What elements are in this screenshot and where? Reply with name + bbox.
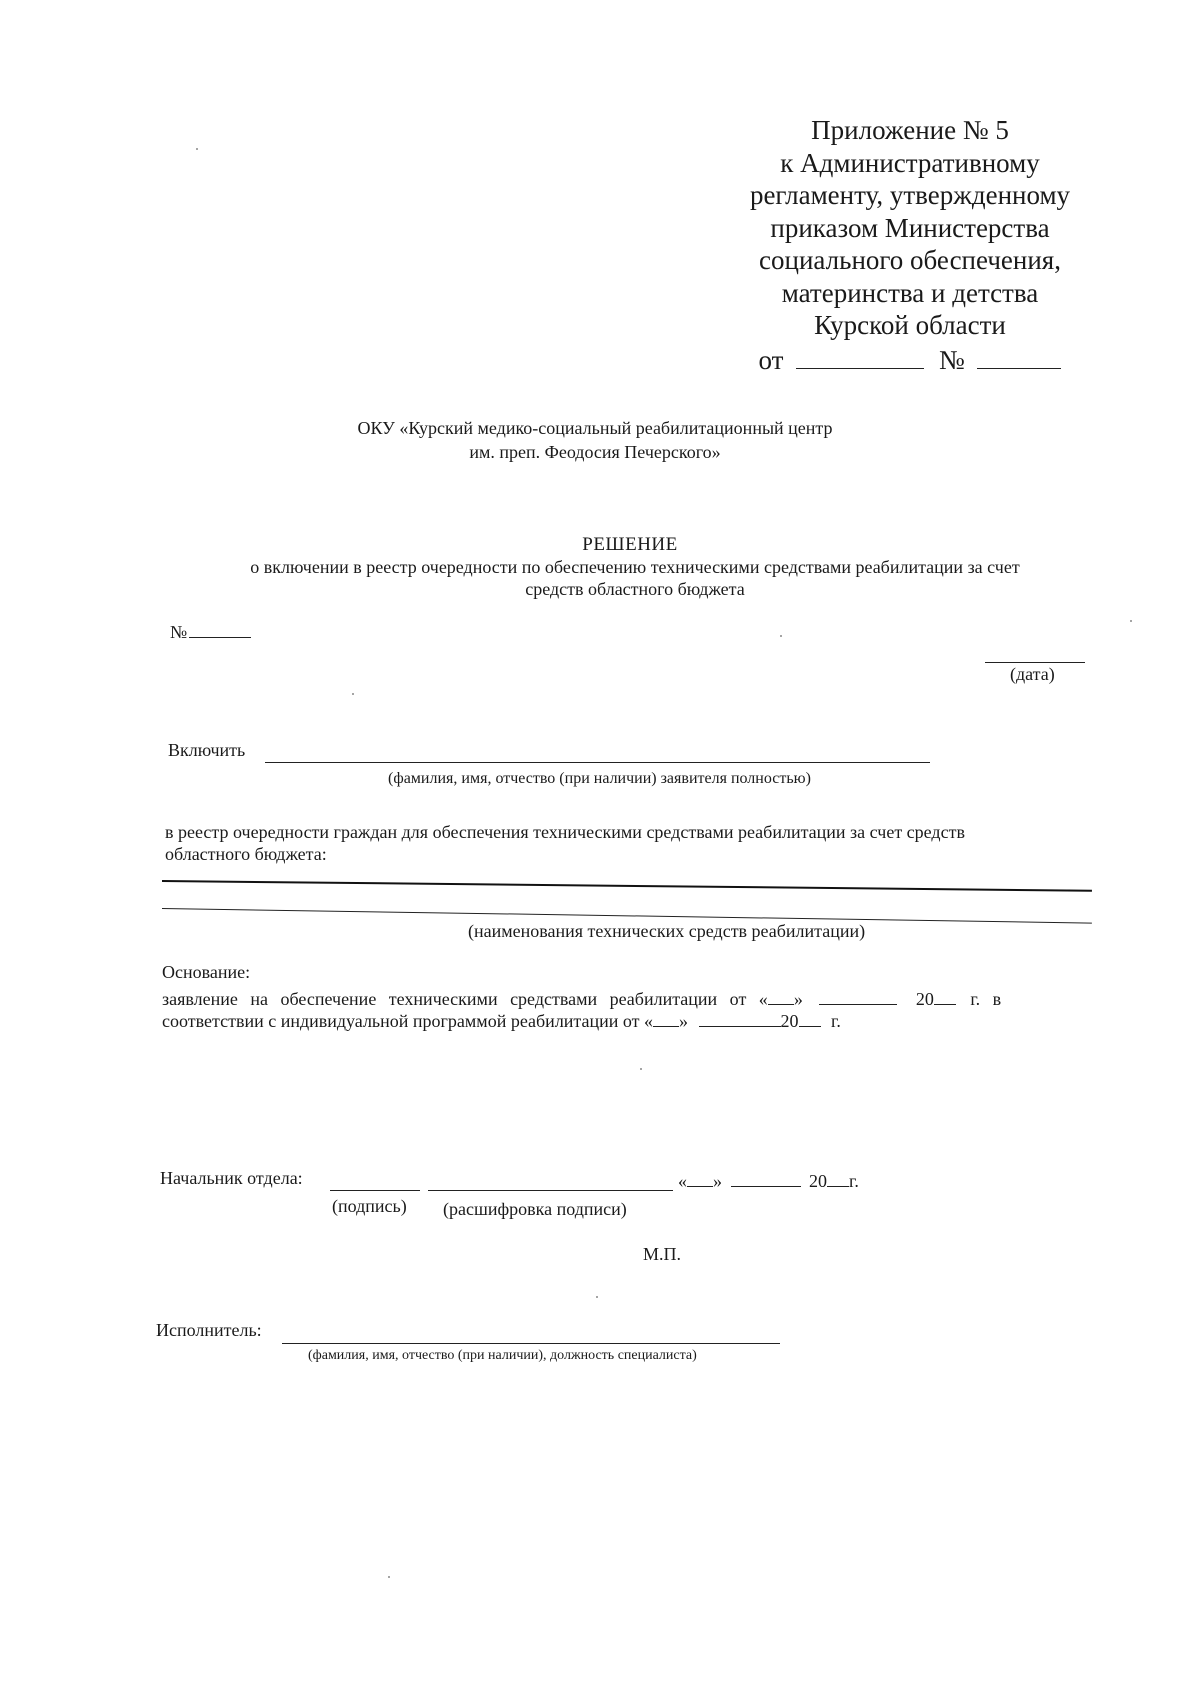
basis-month-blank[interactable] — [699, 1010, 781, 1027]
appendix-line: Курской области — [814, 310, 1006, 340]
executor-label: Исполнитель: — [156, 1320, 262, 1340]
basis-month-blank[interactable] — [819, 988, 897, 1005]
scan-speck — [352, 693, 354, 695]
organization-line: ОКУ «Курский медико-социальный реабилитационный центр — [357, 418, 833, 438]
registry-line: в реестр очередности граждан для обеспечения техническими средствами реабилитации за счет средств — [165, 822, 965, 842]
organization-name — [270, 416, 920, 464]
scan-speck — [596, 1296, 598, 1298]
scan-speck — [780, 635, 782, 637]
basis-line-1 — [162, 988, 1001, 1010]
registry-line: областного бюджета: — [165, 844, 327, 864]
include-name-line[interactable] — [265, 762, 930, 763]
decision-subtitle: средств областного бюджета — [525, 579, 745, 599]
date-caption: (дата) — [1010, 664, 1055, 684]
head-year-end: г. — [849, 1171, 859, 1191]
basis-day-blank[interactable] — [768, 988, 794, 1005]
scan-speck — [640, 1068, 642, 1070]
basis-year: 20 — [915, 989, 934, 1009]
appendix-line: социального обеспечения, — [759, 245, 1061, 275]
doc-number-label: № — [170, 622, 188, 642]
decision-subtitle: о включении в реестр очередности по обеспечению техническими средствами реабилитации за счет — [250, 557, 1020, 577]
head-label: Начальник отдела: — [160, 1168, 303, 1188]
head-signature-line[interactable] — [330, 1190, 420, 1191]
signature-caption: (подпись) — [332, 1196, 407, 1216]
executor-line[interactable] — [282, 1343, 780, 1344]
number-label: № — [938, 344, 965, 375]
basis-label: Основание: — [162, 962, 251, 982]
basis-year-end: г. — [831, 1011, 841, 1031]
appendix-line: приказом Министерства — [770, 212, 1050, 243]
organization-line: им. преп. Феодосия Печерского» — [469, 442, 721, 462]
basis-text: заявление на обеспечение техническими средствами реабилитации от « — [162, 989, 768, 1009]
doc-number — [170, 622, 251, 643]
basis-year-blank[interactable] — [934, 988, 956, 1005]
head-date — [678, 1170, 859, 1192]
basis-year-blank[interactable] — [799, 1010, 821, 1027]
devices-line-1[interactable] — [162, 880, 1092, 892]
executor-caption: (фамилия, имя, отчество (при наличии), должность специалиста) — [308, 1348, 697, 1363]
scan-speck — [1130, 620, 1132, 622]
head-year-blank[interactable] — [827, 1170, 849, 1187]
appendix-line: регламенту, утвержденному — [749, 180, 1071, 210]
head-decoding-line[interactable] — [428, 1190, 673, 1191]
quote-close: » — [793, 989, 803, 1009]
stamp-label: М.П. — [643, 1244, 682, 1264]
basis-text: соответствии с индивидуальной программой реабилитации от « — [162, 1011, 654, 1031]
devices-caption: (наименования технических средств реабилитации) — [468, 921, 866, 941]
quote-open: « — [678, 1171, 687, 1191]
head-year: 20 — [809, 1171, 827, 1191]
date-blank[interactable] — [796, 348, 924, 369]
basis-year: 20 — [780, 1011, 799, 1031]
decoding-caption: (расшифровка подписи) — [443, 1199, 627, 1219]
quote-close: » — [713, 1171, 722, 1191]
include-label: Включить — [168, 740, 246, 760]
basis-line-2 — [162, 1010, 841, 1032]
basis-day-blank[interactable] — [653, 1010, 679, 1027]
doc-number-blank[interactable] — [189, 623, 251, 638]
decision-title — [160, 534, 1110, 600]
appendix-line: материнства и детства — [781, 277, 1039, 308]
quote-close: » — [679, 1011, 689, 1031]
appendix-line: к Административному — [780, 147, 1040, 178]
scan-speck — [388, 1576, 390, 1578]
number-blank[interactable] — [977, 348, 1061, 369]
basis-year-end: г. в — [970, 989, 1002, 1009]
head-day-blank[interactable] — [687, 1170, 713, 1187]
appendix-date-number-line — [700, 344, 1120, 377]
include-caption: (фамилия, имя, отчество (при наличии) заявителя полностью) — [388, 770, 811, 787]
appendix-line: Приложение № 5 — [811, 115, 1009, 145]
scan-speck — [196, 148, 198, 150]
head-month-blank[interactable] — [731, 1170, 801, 1187]
date-line[interactable] — [985, 662, 1085, 663]
appendix-block — [700, 114, 1120, 376]
from-label: от — [758, 344, 784, 375]
decision-heading: РЕШЕНИЕ — [582, 534, 678, 555]
